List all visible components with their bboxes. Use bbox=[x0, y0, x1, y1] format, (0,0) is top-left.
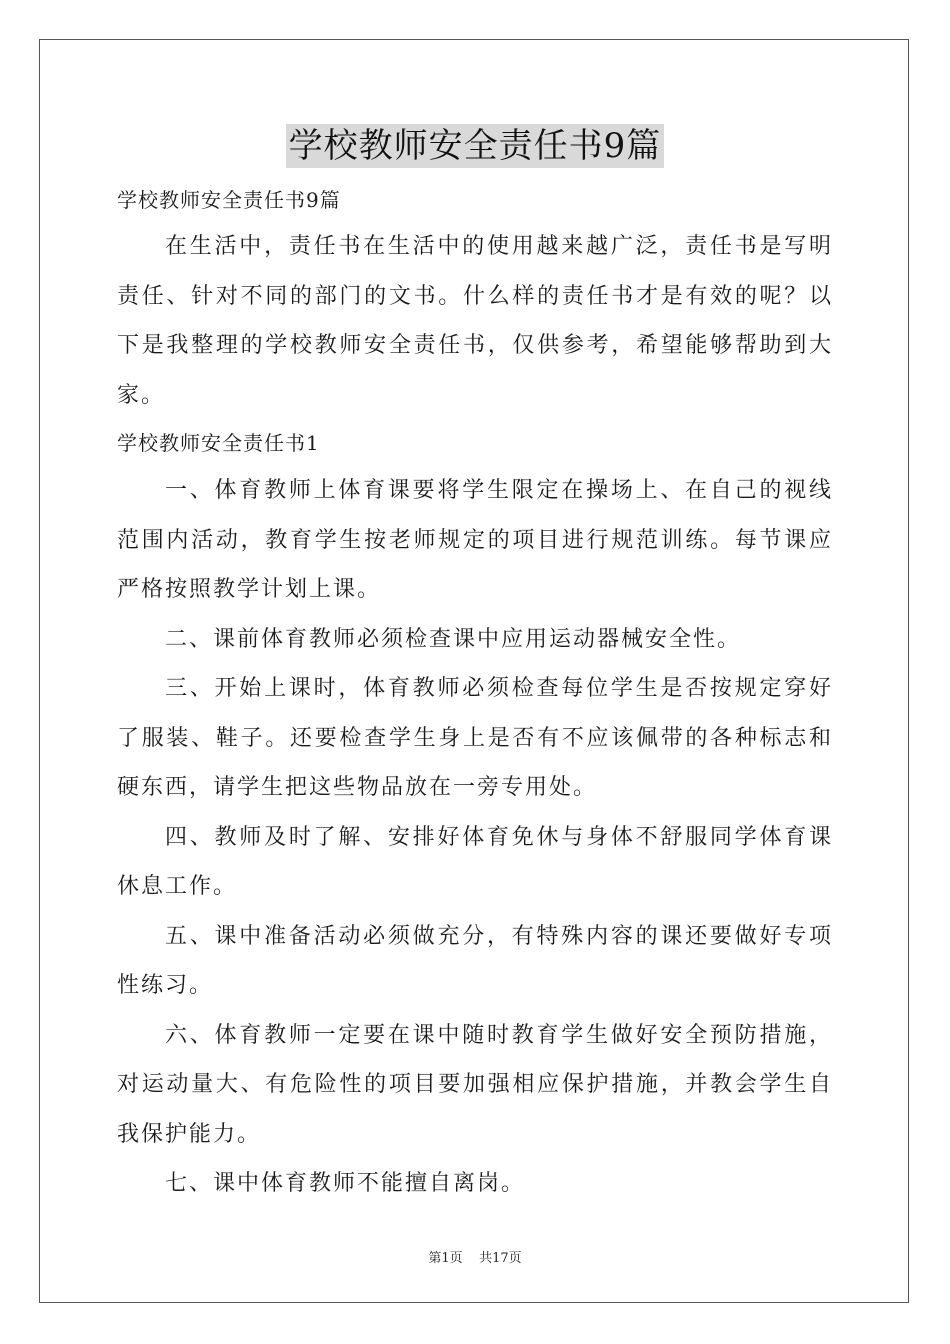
title-container bbox=[0, 124, 950, 168]
list-item: 五、课中准备活动必须做充分，有特殊内容的课还要做好专项性练习。 bbox=[117, 923, 833, 998]
list-item: 二、课前体育教师必须检查课中应用运动器械安全性。 bbox=[165, 626, 742, 652]
page-number: 第1页 bbox=[428, 1251, 463, 1266]
page-footer bbox=[0, 1247, 950, 1266]
list-item: 一、体育教师上体育课要将学生限定在操场上、在自己的视线范围内活动，教育学生按老师规定的项目进行规范训练。每节课应严格按照教学计划上课。 bbox=[117, 478, 833, 602]
document-title: 学校教师安全责任书9篇 bbox=[286, 124, 665, 168]
document-body bbox=[117, 178, 833, 1209]
list-item: 七、课中体育教师不能擅自离岗。 bbox=[165, 1171, 526, 1196]
list-item: 四、教师及时了解、安排好体育免休与身体不舒服同学体育课休息工作。 bbox=[117, 824, 833, 899]
list-item: 六、体育教师一定要在课中随时教育学生做好安全预防措施，对运动量大、有危险性的项目要加强相应保护措施，并教会学生自我保护能力。 bbox=[117, 1022, 833, 1147]
page-total: 共17页 bbox=[479, 1251, 522, 1266]
document-subtitle: 学校教师安全责任书9篇 bbox=[117, 188, 341, 212]
list-item: 三、开始上课时，体育教师必须检查每位学生是否按规定穿好了服装、鞋子。还要检查学生身上是否有不应该佩带的各种标志和硬东西，请学生把这些物品放在一旁专用处。 bbox=[117, 676, 833, 800]
intro-paragraph: 在生活中，责任书在生活中的使用越来越广泛，责任书是写明责任、针对不同的部门的文书。什么样的责任书才是有效的呢？以下是我整理的学校教师安全责任书，仅供参考，希望能够帮助到大家。 bbox=[117, 234, 833, 408]
section-heading: 学校教师安全责任书1 bbox=[117, 431, 320, 455]
